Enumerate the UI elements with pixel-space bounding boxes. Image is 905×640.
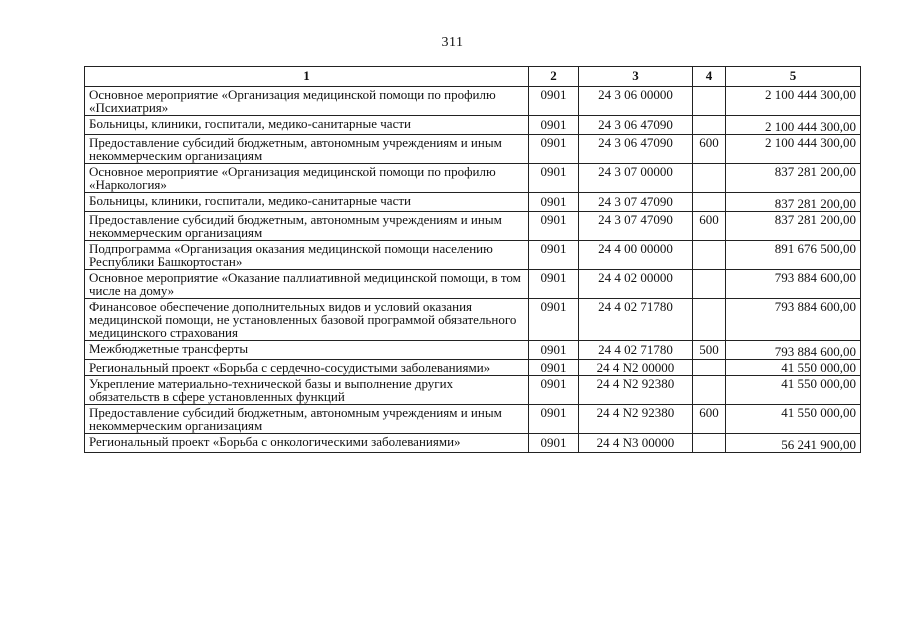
row-amount: 837 281 200,00 <box>726 164 861 193</box>
row-expense-type <box>693 270 726 299</box>
table-row <box>85 376 861 405</box>
row-expense-type <box>693 116 726 135</box>
budget-table <box>84 66 861 453</box>
row-expense-type: 600 <box>693 135 726 164</box>
row-amount: 56 241 900,00 <box>726 434 861 453</box>
row-expense-type: 600 <box>693 405 726 434</box>
row-name: Предоставление субсидий бюджетным, автономным учреждениям и иным некоммерческим организациям <box>85 405 529 434</box>
row-name: Укрепление материально-технической базы и выполнение других обязательств в сфере установленных функций <box>85 376 529 405</box>
row-section: 0901 <box>529 341 579 360</box>
row-code: 24 3 07 00000 <box>579 164 693 193</box>
row-amount: 41 550 000,00 <box>726 360 861 376</box>
row-section: 0901 <box>529 299 579 341</box>
row-name: Основное мероприятие «Организация медицинской помощи по профилю «Психиатрия» <box>85 87 529 116</box>
table-row <box>85 241 861 270</box>
row-expense-type: 600 <box>693 212 726 241</box>
row-amount: 793 884 600,00 <box>726 270 861 299</box>
table-row <box>85 87 861 116</box>
row-expense-type <box>693 193 726 212</box>
header-col-5: 5 <box>726 67 861 87</box>
row-name: Основное мероприятие «Оказание паллиативной медицинской помощи, в том числе на дому» <box>85 270 529 299</box>
row-expense-type <box>693 299 726 341</box>
row-name: Региональный проект «Борьба с онкологическими заболеваниями» <box>85 434 529 453</box>
row-section: 0901 <box>529 193 579 212</box>
row-expense-type <box>693 87 726 116</box>
table-row <box>85 116 861 135</box>
page-number: 311 <box>441 35 464 50</box>
row-code: 24 4 00 00000 <box>579 241 693 270</box>
row-amount: 41 550 000,00 <box>726 405 861 434</box>
row-code: 24 4 02 00000 <box>579 270 693 299</box>
header-col-1: 1 <box>85 67 529 87</box>
row-code: 24 4 N2 92380 <box>579 405 693 434</box>
row-section: 0901 <box>529 405 579 434</box>
row-code: 24 3 06 00000 <box>579 87 693 116</box>
row-section: 0901 <box>529 164 579 193</box>
table-header-row <box>85 67 861 87</box>
row-amount: 793 884 600,00 <box>726 299 861 341</box>
row-name: Региональный проект «Борьба с сердечно-сосудистыми заболеваниями» <box>85 360 529 376</box>
row-section: 0901 <box>529 241 579 270</box>
row-code: 24 4 N2 00000 <box>579 360 693 376</box>
table-row <box>85 135 861 164</box>
row-name: Больницы, клиники, госпитали, медико-санитарные части <box>85 116 529 135</box>
row-name: Финансовое обеспечение дополнительных видов и условий оказания медицинской помощи, не установленных базовой программой обязательного медицинского страхования <box>85 299 529 341</box>
row-name: Предоставление субсидий бюджетным, автономным учреждениям и иным некоммерческим организациям <box>85 212 529 241</box>
row-section: 0901 <box>529 87 579 116</box>
row-code: 24 4 02 71780 <box>579 341 693 360</box>
row-name: Больницы, клиники, госпитали, медико-санитарные части <box>85 193 529 212</box>
row-expense-type <box>693 241 726 270</box>
table-row <box>85 341 861 360</box>
row-code: 24 4 N3 00000 <box>579 434 693 453</box>
row-name: Межбюджетные трансферты <box>85 341 529 360</box>
row-section: 0901 <box>529 212 579 241</box>
table-row <box>85 212 861 241</box>
row-section: 0901 <box>529 116 579 135</box>
row-code: 24 3 06 47090 <box>579 116 693 135</box>
table-row <box>85 164 861 193</box>
row-amount: 837 281 200,00 <box>726 212 861 241</box>
row-amount: 41 550 000,00 <box>726 376 861 405</box>
row-code: 24 4 02 71780 <box>579 299 693 341</box>
header-col-2: 2 <box>529 67 579 87</box>
header-col-4: 4 <box>693 67 726 87</box>
row-amount: 2 100 444 300,00 <box>726 135 861 164</box>
row-section: 0901 <box>529 434 579 453</box>
row-amount: 891 676 500,00 <box>726 241 861 270</box>
row-code: 24 3 07 47090 <box>579 212 693 241</box>
row-amount: 837 281 200,00 <box>726 193 861 212</box>
table-row <box>85 270 861 299</box>
table-row <box>85 360 861 376</box>
row-expense-type <box>693 376 726 405</box>
row-expense-type <box>693 164 726 193</box>
row-code: 24 3 07 47090 <box>579 193 693 212</box>
row-expense-type <box>693 434 726 453</box>
table-row <box>85 405 861 434</box>
row-amount: 793 884 600,00 <box>726 341 861 360</box>
table-row <box>85 434 861 453</box>
row-section: 0901 <box>529 376 579 405</box>
row-name: Подпрограмма «Организация оказания медицинской помощи населению Республики Башкортостан» <box>85 241 529 270</box>
row-amount: 2 100 444 300,00 <box>726 116 861 135</box>
row-name: Основное мероприятие «Организация медицинской помощи по профилю «Наркология» <box>85 164 529 193</box>
row-code: 24 3 06 47090 <box>579 135 693 164</box>
row-section: 0901 <box>529 360 579 376</box>
row-expense-type <box>693 360 726 376</box>
row-section: 0901 <box>529 135 579 164</box>
table-row <box>85 193 861 212</box>
header-col-3: 3 <box>579 67 693 87</box>
row-code: 24 4 N2 92380 <box>579 376 693 405</box>
row-name: Предоставление субсидий бюджетным, автономным учреждениям и иным некоммерческим организациям <box>85 135 529 164</box>
row-expense-type: 500 <box>693 341 726 360</box>
table-row <box>85 299 861 341</box>
row-amount: 2 100 444 300,00 <box>726 87 861 116</box>
row-section: 0901 <box>529 270 579 299</box>
